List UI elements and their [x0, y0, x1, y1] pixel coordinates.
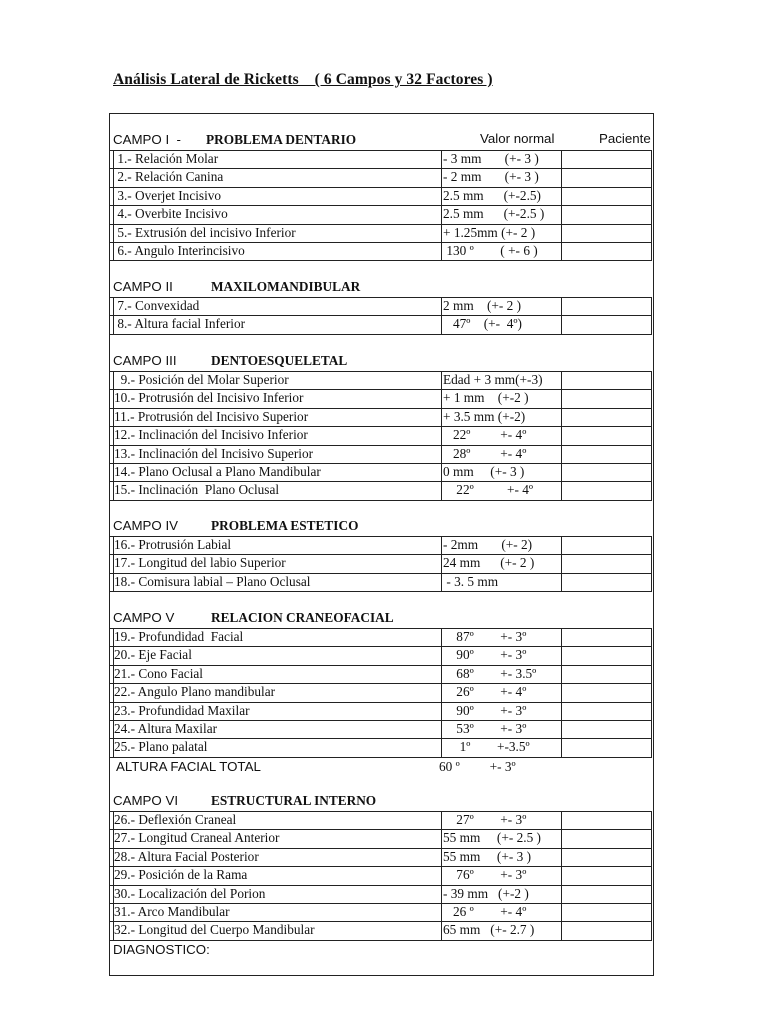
patient-value-cell[interactable] — [563, 389, 649, 407]
section-name: DENTOESQUELETAL — [211, 353, 348, 368]
table-row — [110, 242, 651, 260]
total-facial-height-label: ALTURA FACIAL TOTAL — [116, 758, 261, 774]
table-row — [110, 371, 651, 389]
normal-value-cell: 90º +- 3º — [443, 702, 527, 718]
table-rule — [441, 371, 442, 501]
table-row — [110, 848, 651, 866]
normal-value-cell: 90º +- 3º — [443, 647, 527, 663]
patient-value-cell[interactable] — [563, 408, 649, 426]
normal-value-cell: - 3. 5 mm — [443, 573, 499, 589]
table-row — [110, 187, 651, 205]
table-rule — [113, 811, 114, 941]
patient-value-cell[interactable] — [563, 885, 649, 903]
factor-cell: 12.- Inclinación del Incisivo Inferior — [114, 427, 308, 443]
normal-value-cell: 47º (+- 4º) — [443, 316, 522, 332]
normal-value-cell: 76º +- 3º — [443, 867, 527, 883]
patient-value-cell[interactable] — [563, 297, 649, 315]
table-rule — [561, 628, 562, 758]
table-rule — [561, 811, 562, 941]
table-row — [110, 628, 651, 646]
patient-value-cell[interactable] — [563, 628, 649, 646]
normal-value-cell: + 3.5 mm (+-2) — [443, 408, 526, 424]
table-rule — [441, 297, 442, 335]
section-name: MAXILOMANDIBULAR — [211, 279, 361, 294]
factor-cell: 4.- Overbite Incisivo — [114, 206, 228, 222]
factor-cell: 3.- Overjet Incisivo — [114, 187, 222, 203]
table-row — [110, 554, 651, 572]
factor-cell: 25.- Plano palatal — [114, 739, 208, 755]
patient-value-cell[interactable] — [563, 205, 649, 223]
normal-value-cell: 2.5 mm (+-2.5 ) — [443, 206, 545, 222]
normal-value-cell: 1º +-3.5º — [443, 739, 530, 755]
patient-value-cell[interactable] — [563, 665, 649, 683]
normal-value-cell: 24 mm (+- 2 ) — [443, 555, 535, 571]
factor-cell: 21.- Cono Facial — [114, 665, 204, 681]
normal-value-cell: 26 º +- 4º — [443, 904, 527, 919]
table-rule — [561, 150, 562, 261]
normal-value-cell: - 2mm (+- 2) — [443, 537, 533, 552]
table-row — [110, 665, 651, 683]
factor-cell: 14.- Plano Oclusal a Plano Mandibular — [114, 464, 321, 479]
factor-cell: 22.- Angulo Plano mandibular — [114, 684, 276, 700]
normal-value-cell: 53º +- 3º — [443, 721, 527, 736]
table-rule — [113, 297, 114, 335]
normal-value-cell: + 1 mm (+-2 ) — [443, 390, 529, 406]
table-rule — [113, 371, 114, 501]
normal-value-cell: 55 mm (+- 3 ) — [443, 848, 532, 864]
factor-cell: 5.- Extrusión del incisivo Inferior — [114, 224, 296, 240]
normal-value-cell: 22º +- 4º — [443, 482, 533, 498]
normal-value-cell: 2.5 mm (+-2.5) — [443, 187, 541, 203]
factor-cell: 31.- Arco Mandibular — [114, 904, 230, 919]
table-rule — [561, 536, 562, 592]
table-rule — [651, 628, 652, 758]
patient-value-cell[interactable] — [563, 445, 649, 463]
factor-cell: 28.- Altura Facial Posterior — [114, 848, 259, 864]
normal-value-cell: Edad + 3 mm(+-3) — [443, 372, 543, 387]
total-facial-height-value: 60 º +- 3º — [439, 758, 516, 774]
table-row — [110, 573, 651, 591]
diagnosis-field[interactable] — [110, 959, 653, 973]
patient-value-cell[interactable] — [563, 315, 649, 333]
factor-cell: 11.- Protrusión del Incisivo Superior — [114, 408, 309, 424]
patient-value-cell[interactable] — [563, 536, 649, 554]
table-rule — [651, 536, 652, 592]
table-row — [110, 426, 651, 444]
table-row — [110, 738, 651, 756]
diagnosis-label: DIAGNOSTICO: — [113, 941, 210, 957]
table-rule — [110, 334, 651, 335]
normal-value-cell: 2 mm (+- 2 ) — [443, 298, 522, 313]
table-row — [110, 866, 651, 884]
factor-cell: 1.- Relación Molar — [114, 151, 219, 166]
table-rule — [441, 536, 442, 592]
patient-value-cell[interactable] — [563, 481, 649, 499]
column-header-normal: Valor normal — [480, 131, 555, 146]
table-row — [110, 389, 651, 407]
table-row — [110, 481, 651, 499]
normal-value-cell: 130 º ( +- 6 ) — [443, 243, 538, 258]
normal-value-cell: - 39 mm (+-2 ) — [443, 885, 529, 901]
factor-cell: 6.- Angulo Interincisivo — [114, 243, 245, 258]
table-row — [110, 536, 651, 554]
factor-cell: 17.- Longitud del labio Superior — [114, 555, 286, 571]
patient-value-cell[interactable] — [563, 866, 649, 884]
table-rule — [110, 260, 651, 261]
page-title: Análisis Lateral de Ricketts ( 6 Campos y 32 Factores ) — [113, 71, 493, 88]
table-row — [110, 297, 651, 315]
factor-cell: 18.- Comisura labial – Plano Oclusal — [114, 573, 311, 589]
patient-value-cell[interactable] — [563, 646, 649, 664]
normal-value-cell: 65 mm (+- 2.7 ) — [443, 922, 535, 938]
section-label: CAMPO V — [113, 610, 175, 625]
patient-value-cell[interactable] — [563, 242, 649, 260]
table-rule — [561, 297, 562, 335]
patient-value-cell[interactable] — [563, 702, 649, 720]
patient-value-cell[interactable] — [563, 463, 649, 481]
table-row — [110, 646, 651, 664]
patient-value-cell[interactable] — [563, 720, 649, 738]
patient-value-cell[interactable] — [563, 573, 649, 591]
table-rule — [110, 591, 651, 592]
patient-value-cell[interactable] — [563, 921, 649, 939]
normal-value-cell: + 1.25mm (+- 2 ) — [443, 224, 536, 240]
section-label: CAMPO VI — [113, 793, 179, 808]
factor-cell: 16.- Protrusión Labial — [114, 537, 232, 552]
factor-cell: 29.- Posición de la Rama — [114, 867, 248, 883]
table-row — [110, 829, 651, 847]
patient-value-cell[interactable] — [563, 903, 649, 921]
patient-value-cell[interactable] — [563, 150, 649, 168]
section-name: PROBLEMA ESTETICO — [211, 518, 359, 533]
factor-cell: 2.- Relación Canina — [114, 169, 224, 185]
table-row — [110, 408, 651, 426]
patient-value-cell[interactable] — [563, 187, 649, 205]
factor-cell: 27.- Longitud Craneal Anterior — [114, 830, 280, 846]
factor-cell: 10.- Protrusión del Incisivo Inferior — [114, 390, 304, 406]
section-name: PROBLEMA DENTARIO — [206, 132, 357, 147]
table-rule — [651, 150, 652, 261]
factor-cell: 13.- Inclinación del Incisivo Superior — [114, 445, 314, 461]
factor-cell: 23.- Profundidad Maxilar — [114, 702, 250, 718]
factor-cell: 8.- Altura facial Inferior — [114, 316, 246, 332]
patient-value-cell[interactable] — [563, 848, 649, 866]
section-label: CAMPO I - — [113, 132, 181, 147]
factor-cell: 26.- Deflexión Craneal — [114, 812, 237, 827]
table-row — [110, 921, 651, 939]
table-row — [110, 811, 651, 829]
ricketts-table — [109, 113, 654, 976]
table-rule — [113, 628, 114, 758]
normal-value-cell: 68º +- 3.5º — [443, 665, 537, 681]
table-row — [110, 315, 651, 333]
normal-value-cell: 87º +- 3º — [443, 629, 527, 644]
normal-value-cell: 28º +- 4º — [443, 445, 527, 461]
factor-cell: 24.- Altura Maxilar — [114, 721, 218, 736]
table-row — [110, 702, 651, 720]
table-rule — [110, 500, 651, 501]
section-label: CAMPO III — [113, 353, 177, 368]
factor-cell: 7.- Convexidad — [114, 298, 200, 313]
factor-cell: 15.- Inclinación Plano Oclusal — [114, 482, 280, 498]
table-rule — [561, 371, 562, 501]
normal-value-cell: - 3 mm (+- 3 ) — [443, 151, 539, 166]
table-row — [110, 903, 651, 921]
table-row — [110, 150, 651, 168]
table-rule — [113, 536, 114, 592]
patient-value-cell[interactable] — [563, 738, 649, 756]
patient-value-cell[interactable] — [563, 168, 649, 186]
table-row — [110, 463, 651, 481]
factor-cell: 9.- Posición del Molar Superior — [114, 372, 289, 387]
factor-cell: 20.- Eje Facial — [114, 647, 192, 663]
table-row — [110, 720, 651, 738]
table-row — [110, 168, 651, 186]
table-rule — [441, 811, 442, 941]
normal-value-cell: 0 mm (+- 3 ) — [443, 464, 525, 479]
column-header-patient: Paciente — [599, 131, 651, 146]
section-name: ESTRUCTURAL INTERNO — [211, 793, 377, 808]
normal-value-cell: 26º +- 4º — [443, 684, 527, 700]
normal-value-cell: 22º +- 4º — [443, 427, 527, 443]
patient-value-cell[interactable] — [563, 829, 649, 847]
patient-value-cell[interactable] — [563, 683, 649, 701]
table-row — [110, 445, 651, 463]
table-row — [110, 683, 651, 701]
patient-value-cell[interactable] — [563, 554, 649, 572]
patient-value-cell[interactable] — [563, 224, 649, 242]
factor-cell: 32.- Longitud del Cuerpo Mandibular — [114, 922, 315, 938]
table-rule — [441, 150, 442, 261]
patient-value-cell[interactable] — [563, 371, 649, 389]
table-rule — [651, 371, 652, 501]
table-row — [110, 205, 651, 223]
factor-cell: 30.- Localización del Porion — [114, 885, 266, 901]
patient-value-cell[interactable] — [563, 426, 649, 444]
section-label: CAMPO IV — [113, 518, 179, 533]
table-rule — [651, 297, 652, 335]
table-row — [110, 885, 651, 903]
normal-value-cell: - 2 mm (+- 3 ) — [443, 169, 539, 185]
normal-value-cell: 55 mm (+- 2.5 ) — [443, 830, 541, 846]
factor-cell: 19.- Profundidad Facial — [114, 629, 244, 644]
section-label: CAMPO II — [113, 279, 173, 294]
table-rule — [651, 811, 652, 941]
normal-value-cell: 27º +- 3º — [443, 812, 527, 827]
table-row — [110, 224, 651, 242]
table-rule — [441, 628, 442, 758]
table-rule — [113, 150, 114, 261]
section-name: RELACION CRANEOFACIAL — [211, 610, 394, 625]
patient-value-cell[interactable] — [563, 811, 649, 829]
